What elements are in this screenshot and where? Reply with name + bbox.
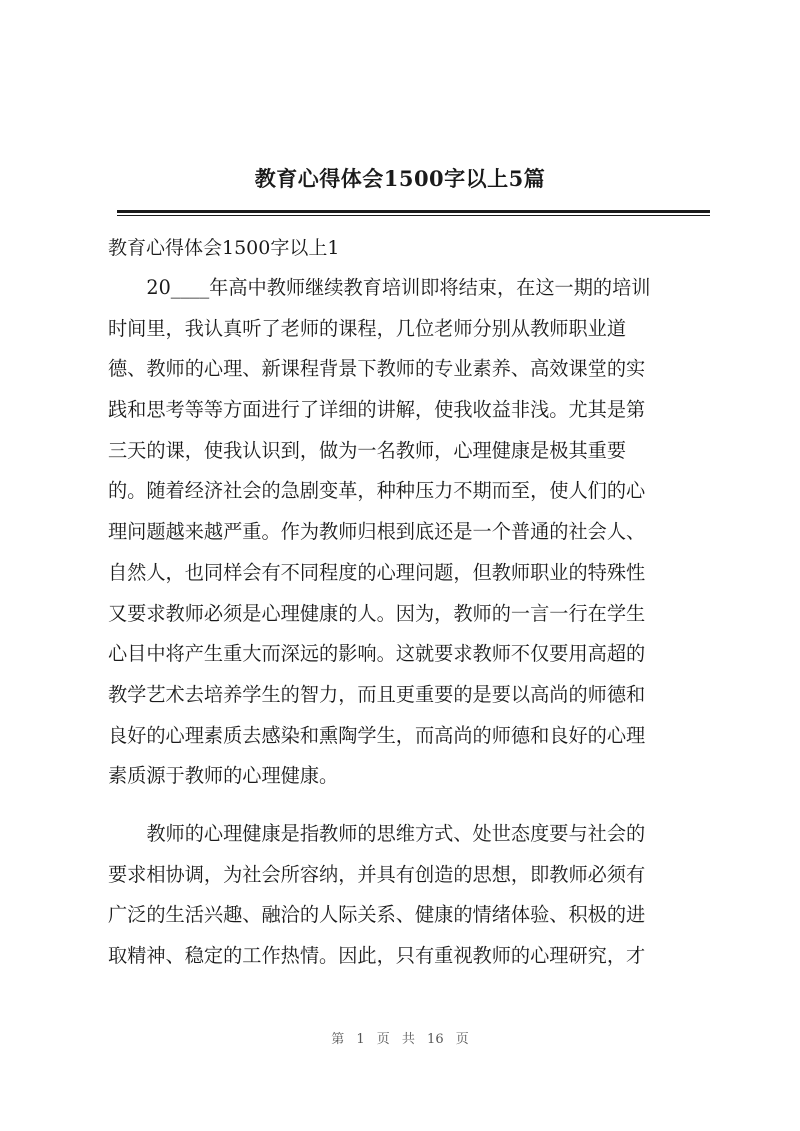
title-divider-thin <box>117 215 710 216</box>
paragraph-line: 心目中将产生重大而深远的影响。这就要求教师不仅要用高超的 <box>108 642 646 666</box>
paragraph-line: 素质源于教师的心理健康。 <box>108 764 339 788</box>
paragraph-line: 教学艺术去培养学生的智力，而且更重要的是要以高尚的师德和 <box>108 682 646 706</box>
paragraph-line: 践和思考等等方面进行了详细的讲解，使我收益非浅。尤其是第 <box>108 398 646 422</box>
paragraph-line: 20____年高中教师继续教育培训即将结束，在这一期的培训 <box>108 276 651 299</box>
paragraph-line: 广泛的生活兴趣、融洽的人际关系、健康的情绪体验、积极的进 <box>108 903 646 927</box>
section-heading: 教育心得体会1500字以上1 <box>108 237 340 259</box>
paragraph-line: 德、教师的心理、新课程背景下教师的专业素养、高效课堂的实 <box>108 357 646 381</box>
paragraph-line: 要求相协调，为社会所容纳，并具有创造的思想，即教师必须有 <box>108 862 646 886</box>
page-footer: 第 1 页 共 16 页 <box>331 1032 469 1047</box>
paragraph-line: 自然人，也同样会有不同程度的心理问题，但教师职业的特殊性 <box>108 560 646 584</box>
paragraph-line: 时间里，我认真听了老师的课程，几位老师分别从教师职业道 <box>108 316 627 340</box>
paragraph-line: 取精神、稳定的工作热情。因此，只有重视教师的心理研究，才 <box>108 944 646 968</box>
paragraph-1 <box>108 268 712 797</box>
paragraph-line: 三天的课，使我认识到，做为一名教师，心理健康是极其重要 <box>108 438 627 462</box>
paragraph-line: 理问题越来越严重。作为教师归根到底还是一个普通的社会人、 <box>108 520 646 544</box>
paragraph-2 <box>108 814 712 977</box>
paragraph-line: 的。随着经济社会的急剧变革，种种压力不期而至，使人们的心 <box>108 479 646 503</box>
document-title: 教育心得体会1500字以上5篇 <box>254 166 546 191</box>
paragraph-line: 教师的心理健康是指教师的思维方式、处世态度要与社会的 <box>108 822 646 845</box>
paragraph-line: 又要求教师必须是心理健康的人。因为，教师的一言一行在学生 <box>108 601 646 625</box>
paragraph-line: 良好的心理素质去感染和熏陶学生，而高尚的师德和良好的心理 <box>108 723 646 747</box>
title-divider <box>117 210 710 213</box>
